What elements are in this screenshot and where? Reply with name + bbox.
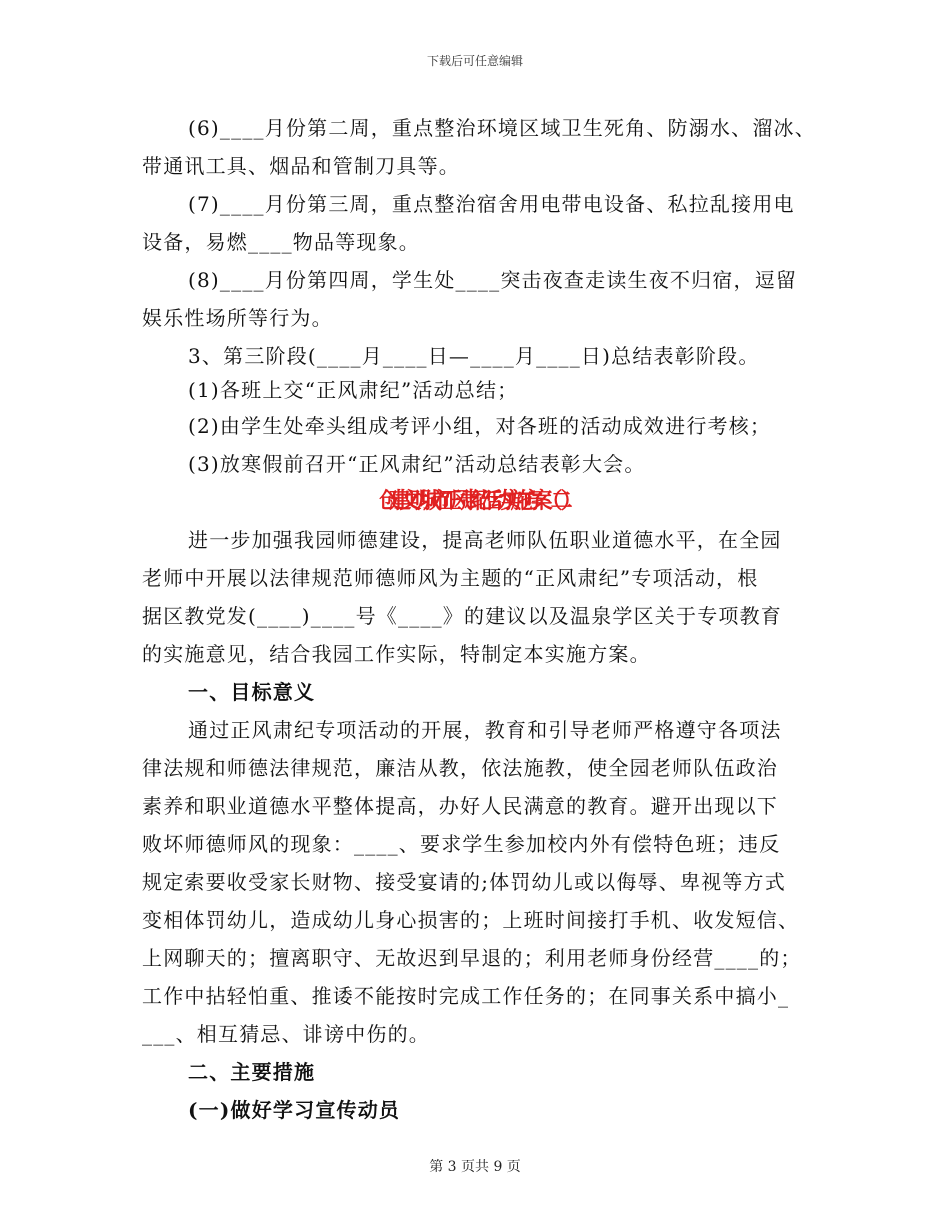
text-line: 规定索要收受家长财物、接受宴请的;体罚幼儿或以侮辱、卑视等方式 [142,870,786,894]
text-line: 带通讯工具、烟品和管制刀具等。 [142,154,460,178]
text-line: ___、相互猜忌、诽谤中伤的。 [142,1022,430,1046]
heading-goal: 一、目标意义 [188,680,316,704]
text-line: 律法规和师德法律规范，廉洁从教，依法施教，使全园老师队伍政治 [142,756,778,780]
text-line: 据区教党发(____)____号《____》的建议以及温泉学区关于专项教育 [142,604,783,628]
text-line: 的实施意见，结合我园工作实际，特制定本实施方案。 [142,642,651,666]
text-line: (3)放寒假前召开“正风肃纪”活动总结表彰大会。 [188,452,646,476]
text-line: 变相体罚幼儿，造成幼儿身心损害的；上班时间接打手机、收发短信、 [142,908,800,932]
text-line: 工作中拈轻怕重、推诿不能按时完成工作任务的；在同事关系中搞小_ [142,984,790,1008]
text-line: 娱乐性场所等行为。 [142,306,333,330]
text-line: 老师中开展以法律规范师德师风为主题的“正风肃纪”专项活动，根 [142,566,759,590]
text-line: 败坏师德师风的现象：____、要求学生参加校内外有偿特色班；违反 [142,832,781,856]
heading-measures: 二、主要措施 [188,1060,316,1084]
text-line: (1)各班上交“正风肃纪”活动总结； [188,378,519,402]
text-line: 素养和职业道德水平整体提高，办好人民满意的教育。避开出现以下 [142,794,778,818]
text-line: (6)____月份第二周，重点整治环境区域卫生死角、防溺水、溜冰、 [188,116,816,140]
text-line: 设备，易燃____物品等现象。 [142,230,420,254]
text-line: 上网聊天的；擅离职守、无故迟到早退的；利用老师身份经营____的； [142,946,802,970]
page-header: 下载后可任意编辑 [426,54,523,68]
page-footer: 第 3 页共 9 页 [429,1159,521,1175]
text-line: 进一步加强我园师德建设，提高老师队伍职业道德水平，在全园 [188,528,782,552]
text-line: 通过正风肃纪专项活动的开展，教育和引导老师严格遵守各项法 [188,718,782,742]
text-line: 3、第三阶段(____月____日—____月____日)总结表彰阶段。 [188,344,760,368]
text-line: (8)____月份第四周，学生处____突击夜查走读生夜不归宿，逗留 [188,268,798,292]
section-title: 创建文明城市“正风肃纪”活动实施方案（二） [379,488,571,514]
heading-study-promotion: (一)做好学习宣传动员 [188,1098,401,1122]
text-line: (7)____月份第三周，重点整治宿舍用电带电设备、私拉乱接用电 [188,192,795,216]
text-line: (2)由学生处牵头组成考评小组，对各班的活动成效进行考核； [188,414,772,438]
